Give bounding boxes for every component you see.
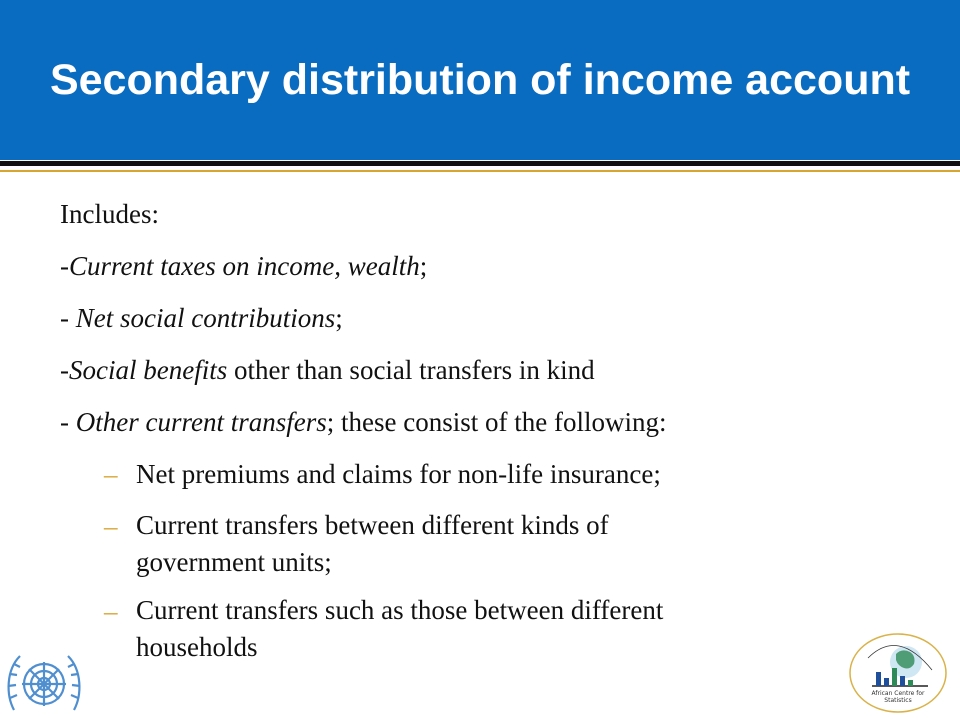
sub-item-text-cont: government units; [136,547,332,577]
un-emblem-icon [0,640,88,720]
item-term: Current taxes on income, wealth [69,251,420,281]
sub-list-item [60,589,940,666]
intro-text: Includes: [60,199,159,229]
list-item: - Net social contributions; [60,303,343,333]
list-item: - Other current transfers; these consist of the following: [60,407,667,437]
item-term: Net social contributions [75,303,336,333]
dash-bullet: – [104,459,118,489]
list-item: -Current taxes on income, wealth; [60,251,428,281]
item-term: Other current transfers [75,407,327,437]
list-item: -Social benefits other than social transfers in kind [60,355,595,385]
dash-bullet: – [104,511,118,541]
sub-item-text: Current transfers such as those between different [136,595,664,625]
acs-caption: African Centre for [871,690,925,697]
sub-item-text: Current transfers between different kinds of [136,510,609,540]
slide-title: Secondary distribution of income account [49,56,911,104]
title-accent-line [0,170,960,172]
sub-list-item [60,504,940,581]
sub-item-text: Net premiums and claims for non-life insurance; [136,459,661,489]
title-banner [0,0,960,160]
slide-body [60,192,940,674]
title-divider [0,161,960,166]
sub-item-text-cont: households [136,632,258,662]
sub-list-item [60,452,940,504]
dash-bullet: – [104,596,118,626]
acs-caption: Statistics [884,697,912,704]
acs-logo [848,632,948,714]
item-term: Social benefits [69,355,228,385]
